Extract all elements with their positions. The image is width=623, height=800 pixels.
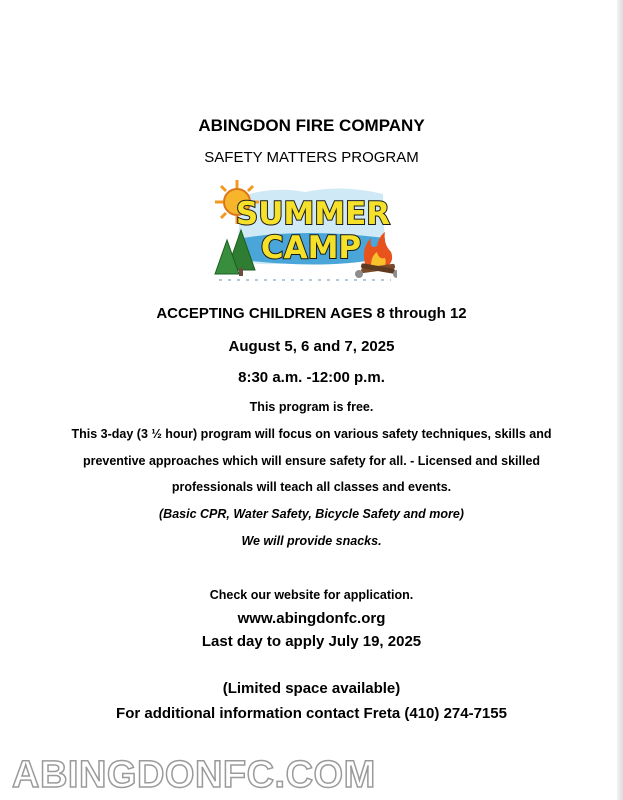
summer-camp-logo [213,178,397,284]
page-title: ABINGDON FIRE COMPANY [198,116,425,135]
age-range: ACCEPTING CHILDREN AGES 8 through 12 [156,305,467,322]
cost-note: This program is free. [249,400,374,414]
logo-line-1: SUMMER [235,196,391,232]
logo-line-2: CAMP [260,230,362,266]
program-dates: August 5, 6 and 7, 2025 [228,338,395,355]
contact-info: For additional information contact Freta (410) 274-7155 [116,705,507,722]
program-times: 8:30 a.m. -12:00 p.m. [238,369,385,386]
application-note: Check our website for application. [209,588,414,602]
application-deadline: Last day to apply July 19, 2025 [201,633,422,650]
topics-list: (Basic CPR, Water Safety, Bicycle Safety and more) [159,507,464,521]
site-watermark: ABINGDONFC.COM [12,754,376,796]
description-line: professionals will teach all classes and events. [171,480,452,494]
limited-space-note: (Limited space available) [222,680,401,697]
description-line: This 3-day (3 ½ hour) program will focus on various safety techniques, skills and [71,427,552,441]
website-link[interactable]: www.abingdonfc.org [237,610,386,627]
description-line: preventive approaches which will ensure safety for all. - Licensed and skilled [82,453,541,468]
snacks-note: We will provide snacks. [241,534,382,548]
program-name: SAFETY MATTERS PROGRAM [204,149,419,166]
program-description [0,421,623,501]
